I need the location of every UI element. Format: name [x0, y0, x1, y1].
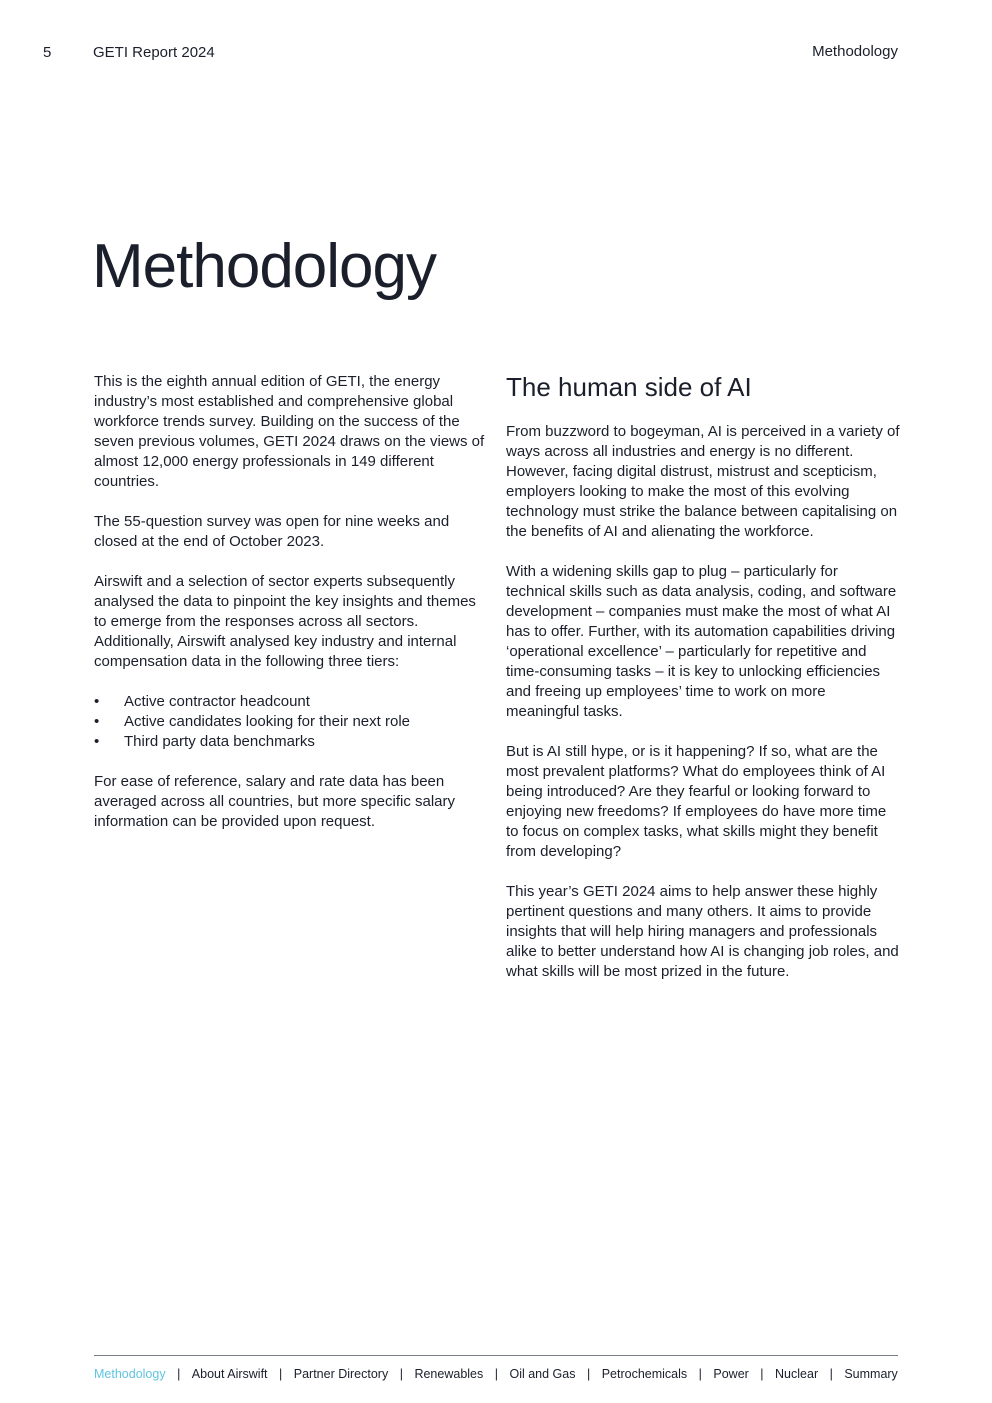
list-item-text: Active candidates looking for their next role: [124, 713, 410, 730]
nav-separator: |: [399, 1367, 403, 1381]
nav-separator: |: [698, 1367, 702, 1381]
questions-paragraph: But is AI still hype, or is it happening? If so, what are the most prevalent platforms? What do employees think of AI being introduced? Are they fearful or looking forward to enjoying new freedoms? If employees do have more time to focus on complex tasks, what skills might they benefit from developing?: [506, 743, 887, 860]
list-item-text: Active contractor headcount: [124, 693, 310, 710]
reference-paragraph: For ease of reference, salary and rate data has been averaged across all countries, but more specific salary information can be provided upon request.: [94, 773, 455, 830]
bullet-icon: •: [94, 713, 100, 730]
list-item: [94, 692, 486, 712]
nav-link-methodology[interactable]: Methodology: [94, 1367, 166, 1381]
tiers-list: [94, 692, 486, 752]
nav-separator: |: [177, 1367, 181, 1381]
nav-link-summary[interactable]: Summary: [844, 1367, 898, 1381]
nav-separator: |: [586, 1367, 591, 1381]
nav-link-about-airswift[interactable]: About Airswift: [191, 1367, 268, 1381]
section-heading: The human side of AI: [506, 372, 752, 402]
nav-link-renewables[interactable]: Renewables: [414, 1367, 484, 1381]
footer-navigation: [94, 1367, 898, 1381]
bullet-icon: •: [94, 733, 100, 750]
list-item: [94, 732, 486, 752]
nav-link-oil-and-gas[interactable]: Oil and Gas: [509, 1367, 576, 1381]
nav-link-petrochemicals[interactable]: Petrochemicals: [601, 1367, 688, 1381]
nav-link-nuclear[interactable]: Nuclear: [775, 1367, 819, 1381]
ai-perception-paragraph: From buzzword to bogeyman, AI is perceived in a variety of ways across all industries and energy is no different. However, facing digital distrust, mistrust and scepticism, employers looking to make the most of this evolving technology must strike the balance between capitalising on the benefits of AI and alienating the workforce.: [506, 423, 900, 540]
section-label: Methodology: [812, 43, 898, 60]
analysis-paragraph: Airswift and a selection of sector experts subsequently analysed the data to pinpoint the key insights and themes to emerge from the responses across all sectors. Additionally, Airswift analysed key industry and internal compensation data in the following three tiers:: [94, 573, 476, 670]
intro-paragraph: This is the eighth annual edition of GETI, the energy industry’s most established and comprehensive global workforce trends survey. Building on the success of the seven previous volumes, GETI 2024 draws on the views of almost 12,000 energy professionals in 149 different countries.: [94, 373, 485, 490]
footer-divider: [94, 1355, 898, 1356]
report-title: GETI Report 2024: [93, 44, 215, 61]
nav-separator: |: [829, 1367, 833, 1381]
page-number: 5: [43, 44, 52, 61]
right-column: [506, 372, 901, 1002]
page-title: Methodology: [92, 232, 437, 301]
list-item-text: Third party data benchmarks: [124, 733, 315, 750]
list-item: [94, 712, 486, 732]
survey-paragraph: The 55-question survey was open for nine weeks and closed at the end of October 2023.: [94, 513, 450, 550]
left-column: [94, 372, 486, 852]
nav-link-partner-directory[interactable]: Partner Directory: [293, 1367, 389, 1381]
aims-paragraph: This year’s GETI 2024 aims to help answer these highly pertinent questions and many others. It aims to provide insights that will help hiring managers and professionals alike to better understand how AI is changing job roles, and what skills will be most prized in the future.: [506, 883, 899, 980]
nav-link-power[interactable]: Power: [713, 1367, 749, 1381]
nav-separator: |: [279, 1367, 283, 1381]
bullet-icon: •: [94, 693, 100, 710]
nav-separator: |: [494, 1367, 498, 1381]
nav-separator: |: [760, 1367, 764, 1381]
skills-gap-paragraph: With a widening skills gap to plug – particularly for technical skills such as data analysis, coding, and software development – companies must make the most of what AI has to offer. Further, with its automation capabilities driving ‘operational excellence’ – particularly for repetitive and time-consuming tasks – it is key to unlocking efficiencies and freeing up employees’ time to work on more meaningful tasks.: [506, 563, 897, 720]
